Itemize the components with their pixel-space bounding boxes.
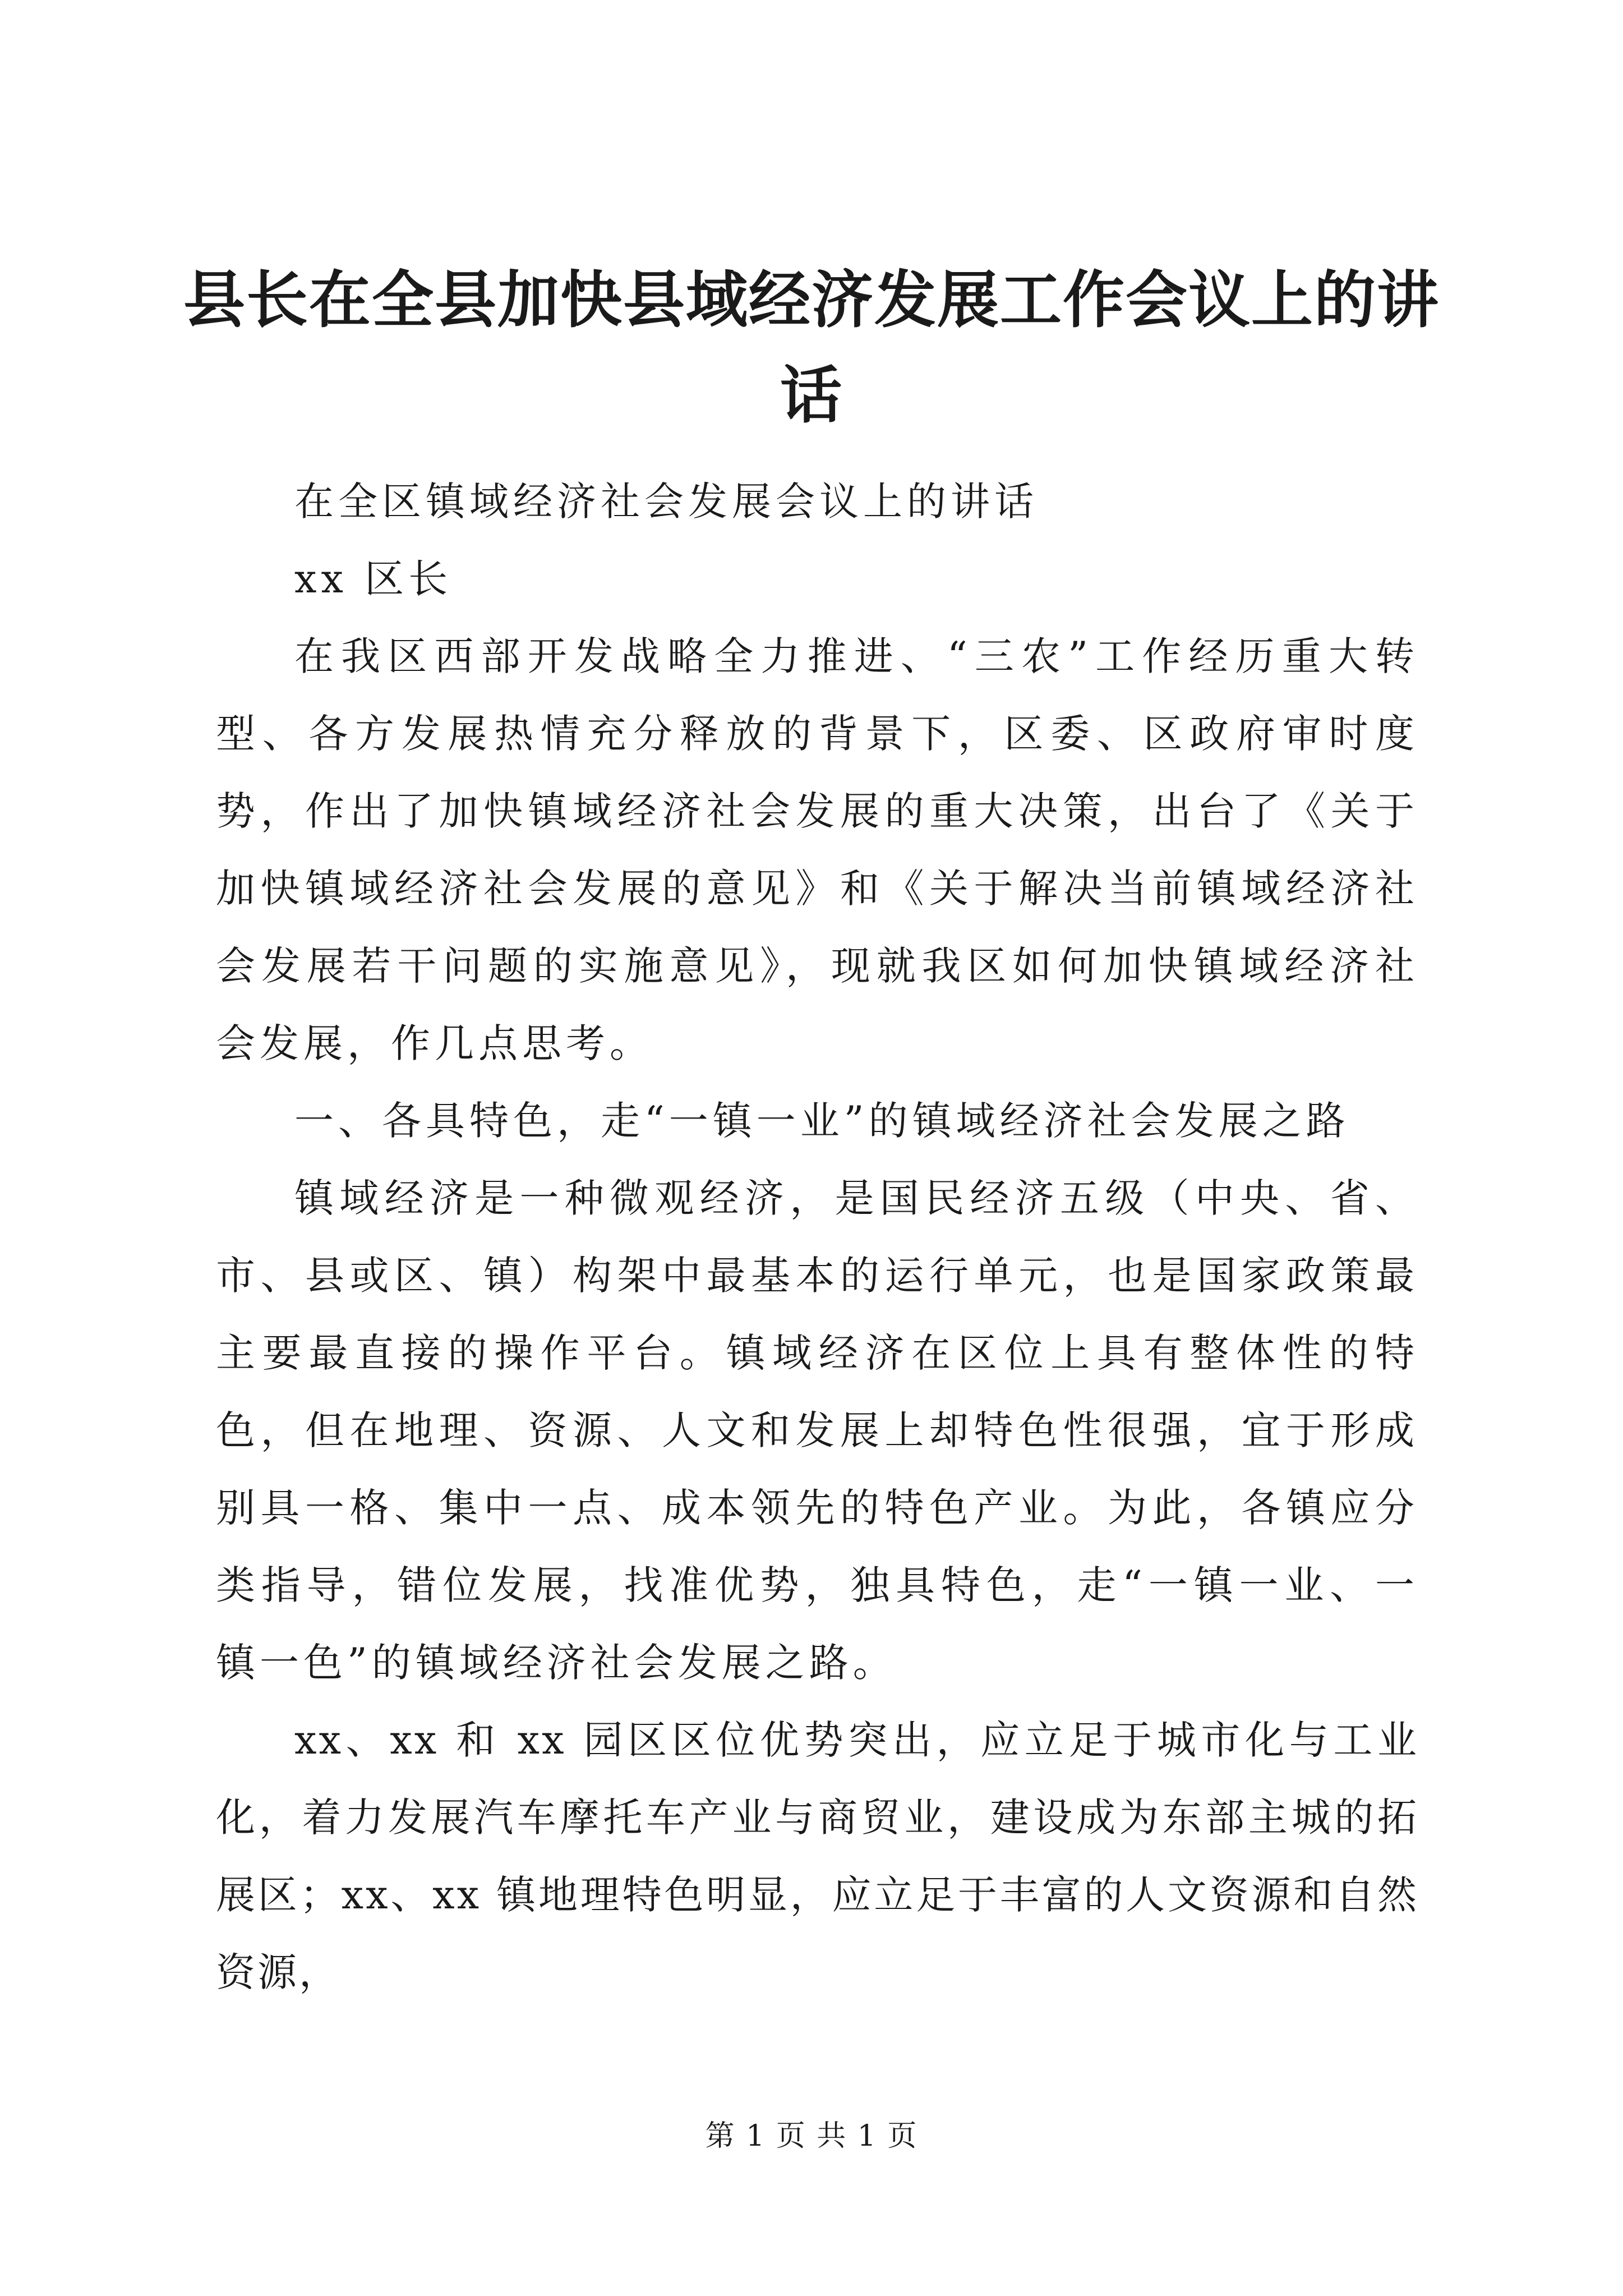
body-paragraph: 镇域经济是一种微观经济，是国民经济五级（中央、省、市、县或区、镇）构架中最基本的运行单元，也是国家政策最主要最直接的操作平台。镇域经济在区位上具有整体性的特色，但在地理、资源、人文和发展上却特色性很强，宜于形成别具一格、集中一点、成本领先的特色产业。为此，各镇应分类指导，错位发展，找准优势，独具特色，走“一镇一业、一镇一色”的镇域经济社会发展之路。: [216, 1175, 1419, 1686]
page-title: 县长在全县加快县域经济发展工作会议上的讲话: [183, 264, 1440, 431]
body-paragraph: 在我区西部开发战略全力推进、“三农”工作经历重大转型、各方发展热情充分释放的背景下，区委、区政府审时度势，作出了加快镇域经济社会发展的重大决策，出台了《关于加快镇域经济社会发展的意见》和《关于解决当前镇域经济社会发展若干问题的实施意见》，现就我区如何加快镇域经济社会发展，作几点思考。: [216, 633, 1419, 1066]
speaker-paragraph: xx 区长: [294, 556, 453, 602]
document-body: [216, 463, 1419, 2011]
subtitle-paragraph: 在全区镇域经济社会发展会议上的讲话: [294, 478, 1038, 524]
body-paragraph: xx、xx 和 xx 园区区位优势突出，应立足于城市化与工业化，着力发展汽车摩托车产业与商贸业，建设成为东部主城的拓展区；xx、xx 镇地理特色明显，应立足于丰富的人文资源和自然资源，: [216, 1717, 1419, 1995]
page-footer: 第 1 页 共 1 页: [705, 2119, 918, 2153]
section-heading: 一、各具特色，走“一镇一业”的镇域经济社会发展之路: [294, 1098, 1350, 1144]
